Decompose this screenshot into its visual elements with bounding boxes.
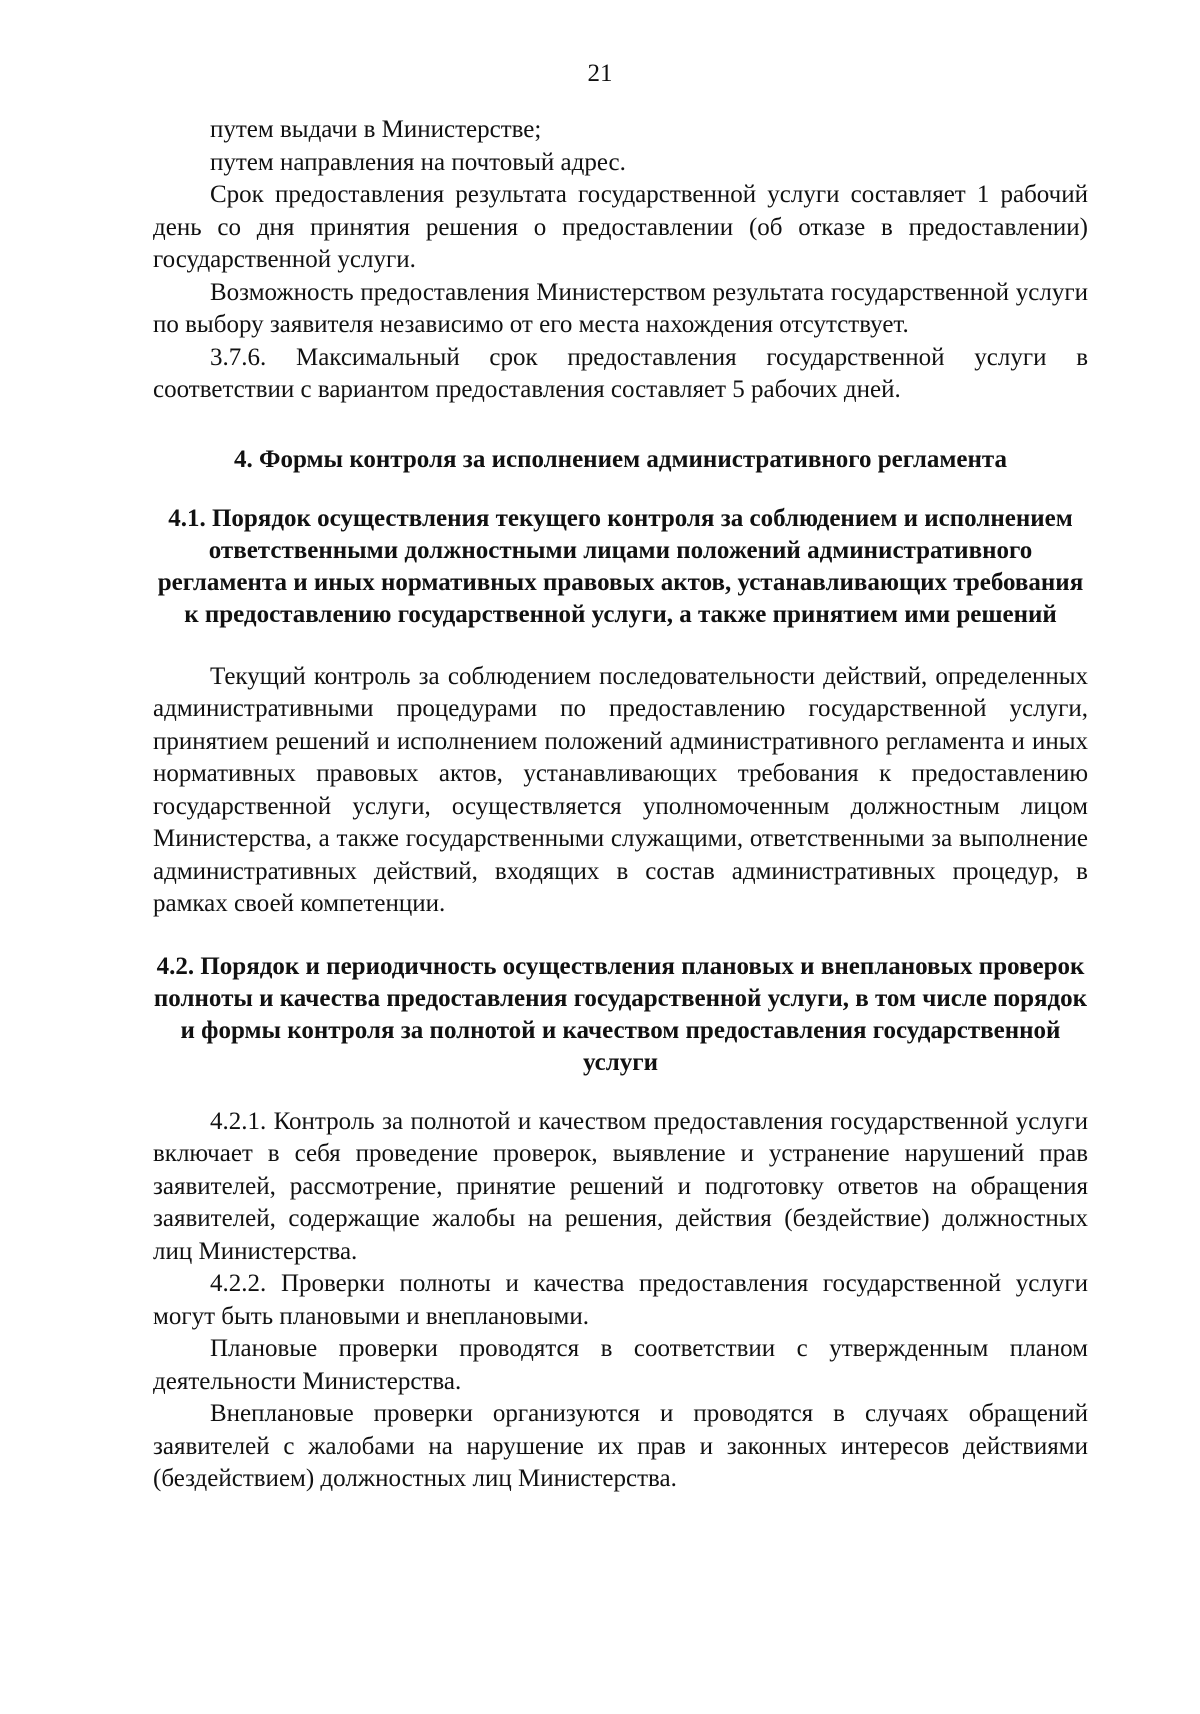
paragraph: Плановые проверки проводятся в соответствии с утвержденным планом деятельности Министерства. bbox=[153, 1335, 1088, 1395]
paragraph: Внеплановые проверки организуются и проводятся в случаях обращений заявителей с жалобами на нарушение их прав и законных интересов действиями (бездействием) должностных лиц Министерства. bbox=[153, 1400, 1088, 1492]
paragraph: 4.2.1. Контроль за полнотой и качеством предоставления государственной услуги включает в себя проведение проверок, выявление и устранение нарушений прав заявителей, рассмотрение, принятие решений и подготовку ответов на обращения заявителей, содержащие жалобы на решения, действия (бездействие) должностных лиц Министерства. bbox=[153, 1107, 1088, 1265]
paragraph: 4.2.2. Проверки полноты и качества предоставления государственной услуги могут быть плановыми и внеплановыми. bbox=[153, 1270, 1088, 1330]
document-body bbox=[153, 114, 1088, 1496]
paragraph: Срок предоставления результата государственной услуги составляет 1 рабочий день со дня принятия решения о предоставлении (об отказе в предоставлении) государственной услуги. bbox=[153, 181, 1088, 273]
section-4-2-heading: 4.2. Порядок и периодичность осуществления плановых и внеплановых проверок полноты и качества предоставления государственной услуги, в том числе порядок и формы контроля за полнотой и качеством предоставления государственной услуги bbox=[153, 952, 1088, 1076]
paragraph: Возможность предоставления Министерством результата государственной услуги по выбору заявителя независимо от его места нахождения отсутствует. bbox=[153, 278, 1088, 338]
page-number: 21 bbox=[587, 60, 613, 87]
paragraph: Текущий контроль за соблюдением последовательности действий, определенных административными процедурами по предоставлению государственной услуги, принятием решений и исполнением положений административного регламента и иных нормативных правовых актов, устанавливающих требования к предоставлению государственной услуги, осуществляется уполномоченным должностным лицом Министерства, а также государственными служащими, ответственными за выполнение административных действий, входящих в состав административных процедур, в рамках своей компетенции. bbox=[153, 662, 1088, 917]
paragraph: путем направления на почтовый адрес. bbox=[210, 148, 626, 176]
paragraph: 3.7.6. Максимальный срок предоставления государственной услуги в соответствии с вариантом предоставления составляет 5 рабочих дней. bbox=[153, 343, 1088, 403]
section-4-heading: 4. Формы контроля за исполнением административного регламента bbox=[234, 445, 1007, 473]
section-4-1-heading: 4.1. Порядок осуществления текущего контроля за соблюдением и исполнением ответственными должностными лицами положений административного регламента и иных нормативных правовых актов, устанавливающих требования к предоставлению государственной услуги, а также принятием ими решений bbox=[157, 504, 1084, 628]
paragraph: путем выдачи в Министерстве; bbox=[210, 116, 542, 143]
